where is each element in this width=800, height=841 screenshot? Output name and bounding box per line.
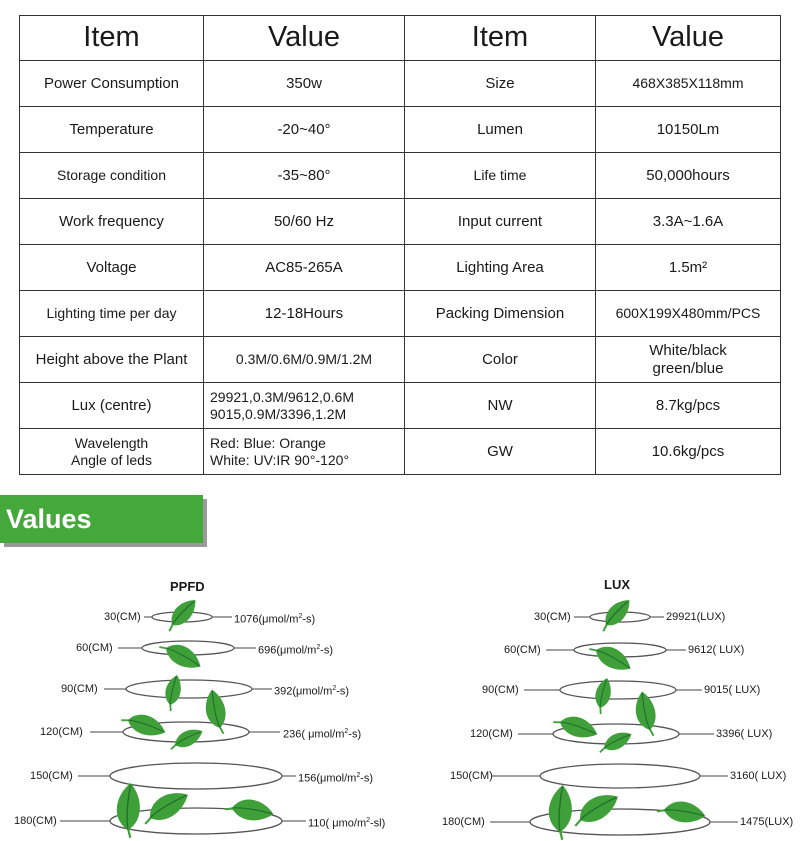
cell-item: Storage condition [20,153,204,199]
ppfd-height-label: 60(CM) [76,642,113,654]
cell-value: 600X199X480mm/PCS [596,291,781,337]
cell-value: 50/60 Hz [204,199,405,245]
cell-value: 29921,0.3M/9612,0.6M 9015,0.9M/3396,1.2M [204,383,405,429]
header-value-1: Value [204,16,405,61]
values-banner: Values [0,495,203,543]
cell-value: 50,000hours [596,153,781,199]
cell-value: -20~40° [204,107,405,153]
ppfd-value-label: 110( μmo/$m^2-sl$) [308,817,386,830]
cell-item: Height above the Plant [20,337,204,383]
ppfd-height-label: 180(CM) [14,815,57,827]
lux-height-label: 120(CM) [470,728,513,740]
cell-value: -35~80° [204,153,405,199]
ppfd-value-label: 236( μmol/$m^2-s$) [283,728,362,741]
cell-item: Voltage [20,245,204,291]
lux-height-label: 180(CM) [442,816,485,828]
cell-value: AC85-265A [204,245,405,291]
ppfd-value-label: $1076(\mu mol/m^2-s)$ [234,613,316,626]
cell-value: 468X385X118mm [596,61,781,107]
cell-item: Work frequency [20,199,204,245]
cell-item: Power Consumption [20,61,204,107]
lux-value-label: 9612( LUX) [688,644,745,656]
ppfd-height-label: 120(CM) [40,726,83,738]
cell-item: Lumen [405,107,596,153]
cell-item: Size [405,61,596,107]
lux-height-label: 150(CM) [450,770,493,782]
cell-value: 12-18Hours [204,291,405,337]
cell-item: Input current [405,199,596,245]
ppfd-height-label: 90(CM) [61,683,98,695]
lux-height-label: 90(CM) [482,684,519,696]
lux-value-label: 3396( LUX) [716,728,773,740]
cell-value: 3.3A~1.6A [596,199,781,245]
lux-title: LUX [604,577,630,592]
cell-item: Life time [405,153,596,199]
ppfd-title: PPFD [170,579,205,594]
lux-leaves [544,595,708,840]
ppfd-value-label: $392(\mu mol/m^2-s)$ [274,685,350,698]
cell-item: Color [405,337,596,383]
header-item-1: Item [20,16,204,61]
cell-value: 350w [204,61,405,107]
lux-value-label: 9015( LUX) [704,684,761,696]
cell-value: Red: Blue: Orange White: UV:IR 90°-120° [204,429,405,475]
header-value-2: Value [596,16,781,61]
cell-item: NW [405,383,596,429]
lux-value-label: 1475(LUX) [740,816,794,828]
cell-value: 8.7kg/pcs [596,383,781,429]
cell-item: Lux (centre) [20,383,204,429]
lux-value-label: 29921(LUX) [666,611,726,623]
lux-height-label: 60(CM) [504,644,541,656]
cell-item: Lighting time per day [20,291,204,337]
cell-item: GW [405,429,596,475]
cell-item: Wavelength Angle of leds [20,429,204,475]
cell-item: Temperature [20,107,204,153]
ppfd-value-label: $696(\mu mol/m^2-s)$ [258,644,334,657]
cell-value: 10.6kg/pcs [596,429,781,475]
cell-item: Lighting Area [405,245,596,291]
ppfd-leaves [112,595,276,838]
ppfd-height-label: 30(CM) [104,611,141,623]
ppfd-height-label: 150(CM) [30,770,73,782]
lux-value-label: 3160( LUX) [730,770,787,782]
lux-height-label: 30(CM) [534,611,571,623]
cell-item: Packing Dimension [405,291,596,337]
cell-value: 1.5m² [596,245,781,291]
cell-value: 0.3M/0.6M/0.9M/1.2M [204,337,405,383]
cell-value: White/black green/blue [596,337,781,383]
ppfd-value-label: $156(\mu mol/m^2-s)$ [298,772,374,785]
header-item-2: Item [405,16,596,61]
cell-value: 10150Lm [596,107,781,153]
